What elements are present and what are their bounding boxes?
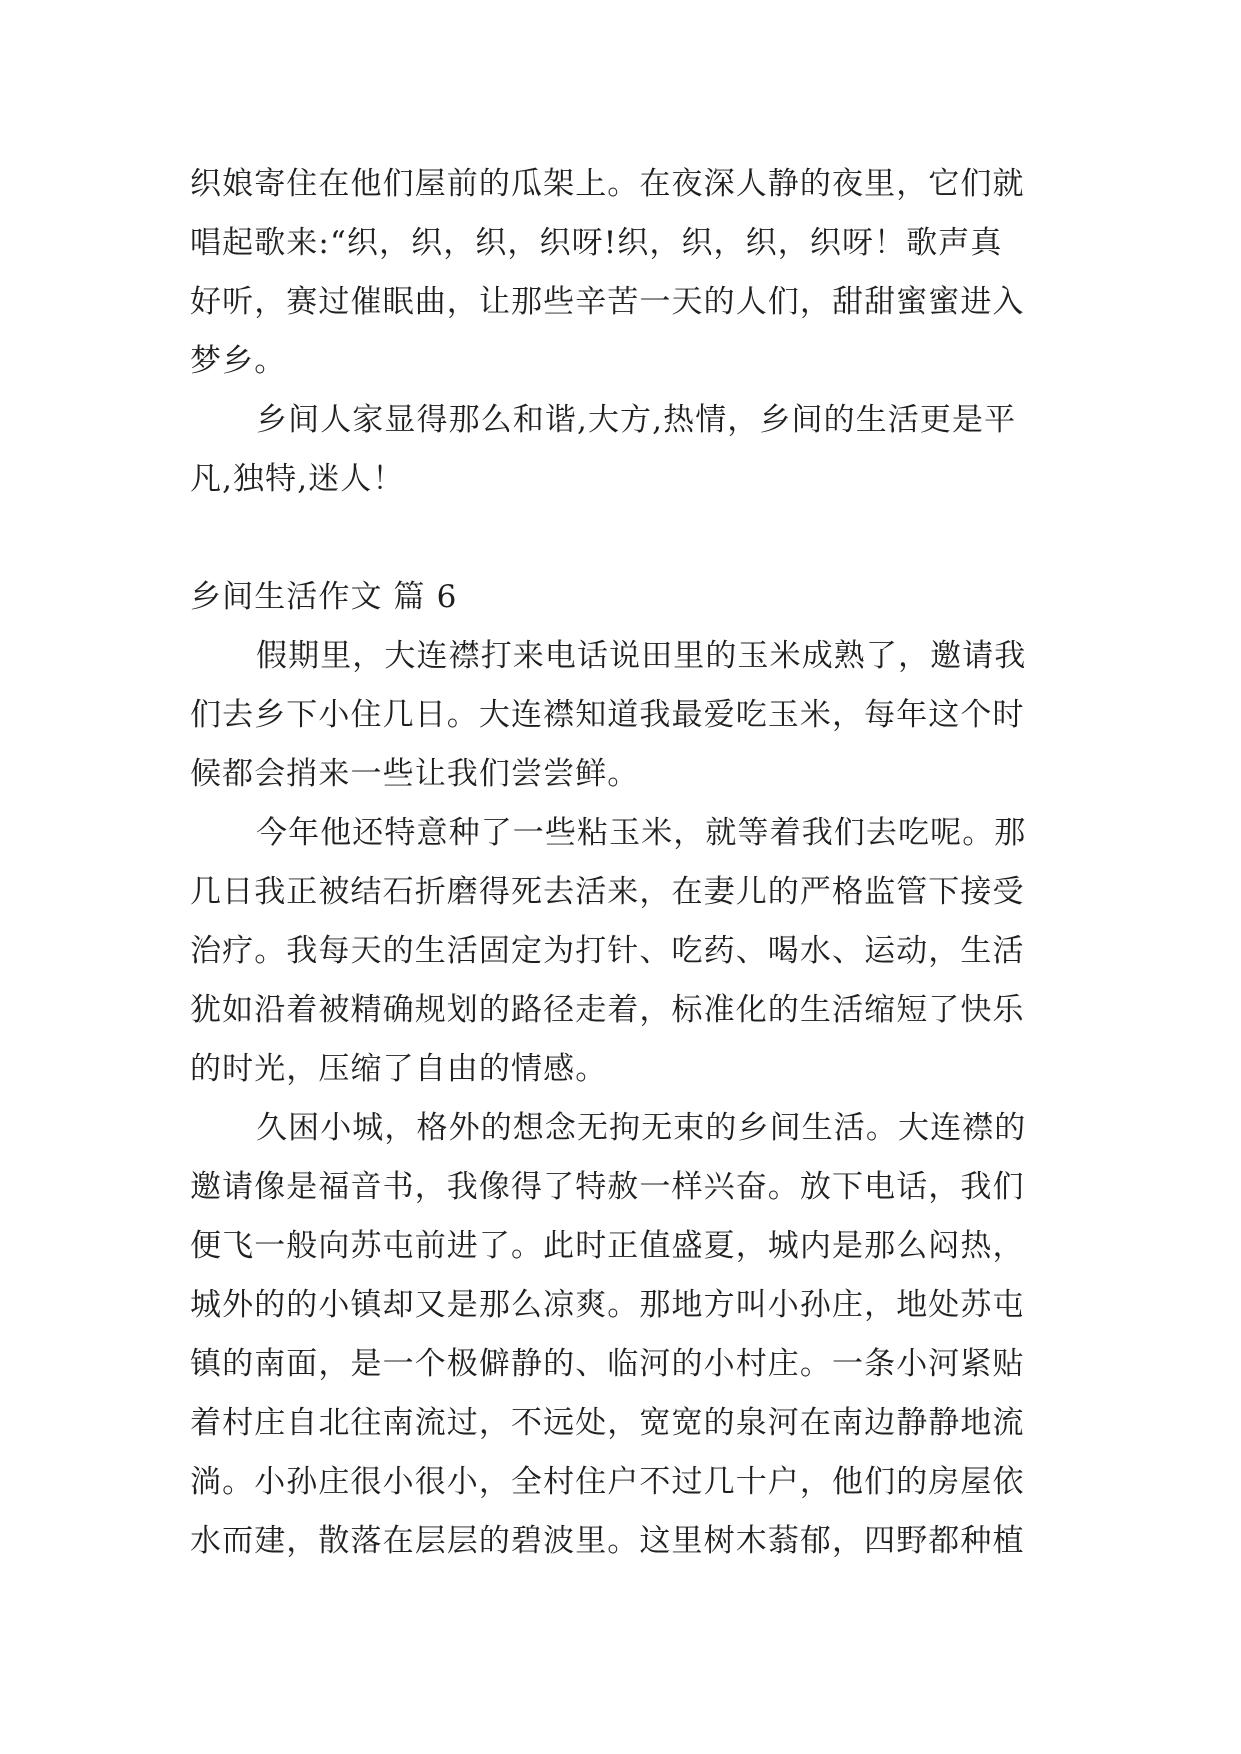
text-line: 候都会捎来一些让我们尝尝鲜。 xyxy=(190,756,640,792)
text-line: 唱起歌来:“织，织，织，织呀!织，织，织，织呀！歌声真 xyxy=(190,225,1003,261)
paragraph-first-line: 今年他还特意种了一些粘玉米，就等着我们去吃呢。那 xyxy=(256,815,1027,851)
section-heading: 乡间生活作文 篇 6 xyxy=(190,579,458,615)
text-line: 着村庄自北往南流过，不远处，宽宽的泉河在南边静静地流 xyxy=(190,1405,1025,1441)
text-line: 邀请像是福音书，我像得了特赦一样兴奋。放下电话，我们 xyxy=(190,1169,1025,1205)
paragraph-first-line: 久困小城，格外的想念无拘无束的乡间生活。大连襟的 xyxy=(256,1110,1027,1146)
text-line: 淌。小孙庄很小很小，全村住户不过几十户，他们的房屋依 xyxy=(190,1464,1025,1500)
text-line: 的时光，压缩了自由的情感。 xyxy=(190,1051,608,1087)
text-line: 梦乡。 xyxy=(190,343,287,379)
section-gap xyxy=(190,509,1060,568)
text-line: 镇的南面，是一个极僻静的、临河的小村庄。一条小河紧贴 xyxy=(190,1346,1025,1382)
text-line: 治疗。我每天的生活固定为打针、吃药、喝水、运动，生活 xyxy=(190,933,1025,969)
text-line: 犹如沿着被精确规划的路径走着，标准化的生活缩短了快乐 xyxy=(190,992,1025,1028)
text-line: 城外的的小镇却又是那么凉爽。那地方叫小孙庄，地处苏屯 xyxy=(190,1287,1025,1323)
text-line: 便飞一般向苏屯前进了。此时正值盛夏，城内是那么闷热， xyxy=(190,1228,1025,1264)
text-line: 们去乡下小住几日。大连襟知道我最爱吃玉米，每年这个时 xyxy=(190,697,1025,733)
document-body xyxy=(190,155,1060,1571)
paragraph-first-line: 乡间人家显得那么和谐,大方,热情，乡间的生活更是平 xyxy=(256,402,1017,438)
text-line: 水而建，散落在层层的碧波里。这里树木蓊郁，四野都种植 xyxy=(190,1523,1025,1559)
text-line: 几日我正被结石折磨得死去活来，在妻儿的严格监管下接受 xyxy=(190,874,1025,910)
text-line: 好听，赛过催眠曲，让那些辛苦一天的人们，甜甜蜜蜜进入 xyxy=(190,284,1025,320)
text-line: 凡,独特,迷人！ xyxy=(190,461,405,497)
paragraph-first-line: 假期里，大连襟打来电话说田里的玉米成熟了，邀请我 xyxy=(256,638,1027,674)
text-line: 织娘寄住在他们屋前的瓜架上。在夜深人静的夜里，它们就 xyxy=(190,166,1025,202)
